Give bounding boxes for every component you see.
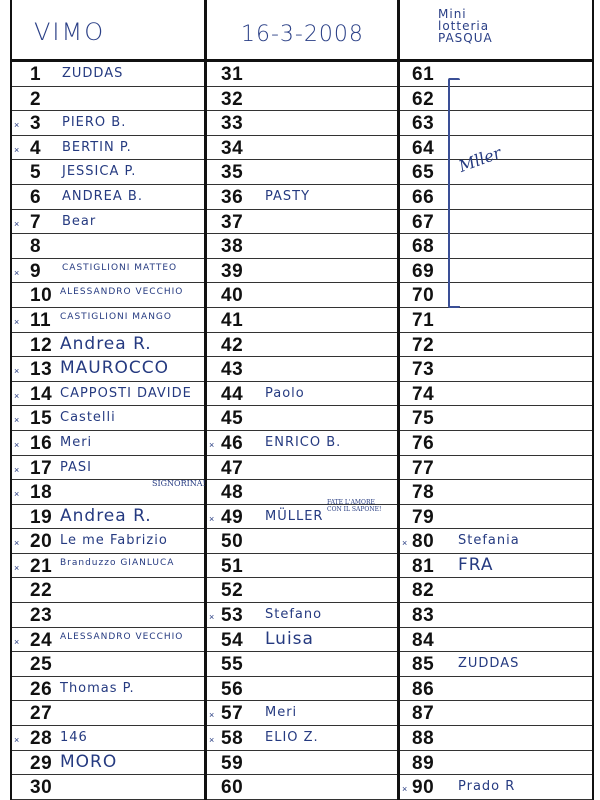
ticket-row xyxy=(400,505,592,530)
ticket-row xyxy=(12,505,204,530)
ticket-number: 79 xyxy=(412,506,435,528)
ticket-number: 72 xyxy=(412,334,435,356)
ticket-row xyxy=(12,333,204,358)
ticket-number: 41 xyxy=(221,309,244,331)
sold-mark-icon: × xyxy=(14,120,20,131)
header-cell-left xyxy=(12,0,204,62)
ticket-row xyxy=(12,111,204,136)
ticket-row xyxy=(12,234,204,259)
ticket-number: 63 xyxy=(412,113,435,135)
ticket-row xyxy=(400,234,592,259)
header-event xyxy=(438,8,493,44)
ticket-row xyxy=(12,775,204,800)
ticket-row xyxy=(400,160,592,185)
buyer-name: PIERO B. xyxy=(62,115,127,131)
ticket-row xyxy=(400,677,592,702)
buyer-name: JESSICA P. xyxy=(62,164,137,180)
ticket-number: 52 xyxy=(221,580,244,602)
buyer-name: ALESSANDRO VECCHIO xyxy=(60,287,184,298)
ticket-number: 84 xyxy=(412,629,435,651)
ticket-number: 29 xyxy=(30,752,53,774)
ticket-number: 11 xyxy=(30,309,52,331)
sold-mark-icon: × xyxy=(209,513,215,524)
ticket-row xyxy=(400,603,592,628)
ticket-row xyxy=(12,701,204,726)
header-event-line: Mini xyxy=(438,7,467,21)
ticket-number: 45 xyxy=(221,408,244,430)
ticket-row xyxy=(207,677,397,702)
ticket-row xyxy=(207,529,397,554)
sold-mark-icon: × xyxy=(14,538,20,549)
ticket-row xyxy=(207,160,397,185)
header-date: 16-3-2008 xyxy=(241,22,364,47)
ticket-number: 25 xyxy=(30,654,53,676)
ticket-number: 56 xyxy=(221,678,244,700)
ticket-number: 4 xyxy=(30,137,42,159)
buyer-name: CASTIGLIONI MANGO xyxy=(60,311,172,322)
ticket-number: 10 xyxy=(30,285,53,307)
ticket-number: 30 xyxy=(30,777,53,799)
ticket-row xyxy=(400,431,592,456)
ticket-number: 38 xyxy=(221,236,244,258)
ticket-row xyxy=(12,308,204,333)
buyer-name: Le me Fabrizio xyxy=(60,533,168,549)
ticket-number: 18 xyxy=(30,482,53,504)
ticket-number: 71 xyxy=(412,309,435,331)
ticket-number: 73 xyxy=(412,359,435,381)
row17-note: SIGNORINA! xyxy=(152,479,206,488)
buyer-name: ELIO Z. xyxy=(265,730,319,746)
ticket-number: 76 xyxy=(412,432,435,454)
ticket-number: 3 xyxy=(30,113,42,135)
ticket-number: 62 xyxy=(412,88,435,110)
ticket-number: 77 xyxy=(412,457,435,479)
buyer-name: ZUDDAS xyxy=(62,66,124,81)
ticket-row xyxy=(400,456,592,481)
header-cell-right xyxy=(400,0,592,62)
ticket-number: 28 xyxy=(30,728,53,750)
ticket-row xyxy=(207,431,397,456)
buyer-name: MAUROCCO xyxy=(60,358,170,379)
ticket-row xyxy=(400,185,592,210)
ticket-number: 86 xyxy=(412,678,435,700)
ticket-row xyxy=(400,283,592,308)
sold-mark-icon: × xyxy=(14,464,20,475)
ticket-row xyxy=(12,677,204,702)
ticket-number: 42 xyxy=(221,334,244,356)
ticket-number: 68 xyxy=(412,236,435,258)
sold-mark-icon: × xyxy=(402,784,408,795)
ticket-row xyxy=(207,357,397,382)
ticket-number: 31 xyxy=(221,64,244,85)
ticket-row xyxy=(12,628,204,653)
ticket-row xyxy=(12,160,204,185)
ticket-row xyxy=(400,210,592,235)
ticket-number: 64 xyxy=(412,137,435,159)
ticket-row xyxy=(400,701,592,726)
ticket-row xyxy=(400,726,592,751)
sold-mark-icon: × xyxy=(14,735,20,746)
ticket-row xyxy=(400,259,592,284)
sold-mark-icon: × xyxy=(209,710,215,721)
buyer-name: Paolo xyxy=(265,385,305,401)
ticket-number: 70 xyxy=(412,285,435,307)
ticket-row xyxy=(12,259,204,284)
ticket-number: 39 xyxy=(221,260,244,282)
ticket-number: 7 xyxy=(30,211,42,233)
ticket-number: 36 xyxy=(221,186,244,208)
buyer-name: Andrea R. xyxy=(60,505,152,526)
ticket-row xyxy=(12,554,204,579)
buyer-name: MORO xyxy=(60,751,118,772)
ticket-row xyxy=(12,136,204,161)
ticket-row xyxy=(12,578,204,603)
ticket-number: 19 xyxy=(30,506,53,528)
ticket-row xyxy=(12,62,204,87)
ticket-row xyxy=(12,529,204,554)
ticket-number: 33 xyxy=(221,113,244,135)
sold-mark-icon: × xyxy=(14,316,20,327)
ticket-number: 87 xyxy=(412,703,435,725)
ticket-number: 83 xyxy=(412,605,435,627)
sold-mark-icon: × xyxy=(14,415,20,426)
buyer-name: Andrea R. xyxy=(60,333,152,354)
buyer-name: Meri xyxy=(60,434,93,450)
ticket-number: 80 xyxy=(412,531,435,553)
ticket-row xyxy=(207,210,397,235)
ticket-row xyxy=(207,751,397,776)
ticket-number: 50 xyxy=(221,531,244,553)
header-event-line: PASQUA xyxy=(438,31,493,45)
ticket-row xyxy=(12,210,204,235)
sold-mark-icon: × xyxy=(14,267,20,278)
ticket-number: 89 xyxy=(412,752,435,774)
ticket-row xyxy=(400,382,592,407)
buyer-name: 146 xyxy=(60,730,88,746)
ticket-row xyxy=(400,480,592,505)
sold-mark-icon: × xyxy=(402,538,408,549)
ticket-number: 67 xyxy=(412,211,435,233)
ticket-row xyxy=(12,652,204,677)
ticket-row xyxy=(400,308,592,333)
buyer-name: FRA xyxy=(458,554,494,575)
ticket-number: 58 xyxy=(221,728,244,750)
buyer-name: Bear xyxy=(62,213,97,229)
ticket-number: 40 xyxy=(221,285,244,307)
ticket-number: 57 xyxy=(221,703,244,725)
ticket-number: 26 xyxy=(30,678,53,700)
bracket-61-70 xyxy=(448,78,460,308)
ticket-row xyxy=(400,406,592,431)
bracket-signature: Mller xyxy=(456,143,504,176)
ticket-number: 14 xyxy=(30,383,53,405)
ticket-row xyxy=(207,382,397,407)
number-column-31-60 xyxy=(207,62,397,800)
ticket-row xyxy=(207,62,397,87)
header-cell-middle xyxy=(207,0,397,62)
ticket-row xyxy=(12,87,204,112)
ticket-row xyxy=(400,578,592,603)
buyer-name: MÜLLER xyxy=(265,508,324,524)
ticket-number: 9 xyxy=(30,260,42,282)
ticket-number: 65 xyxy=(412,162,435,184)
ticket-row xyxy=(207,628,397,653)
ticket-number: 20 xyxy=(30,531,53,553)
ticket-number: 15 xyxy=(30,408,53,430)
ticket-row xyxy=(400,775,592,800)
buyer-name: Thomas P. xyxy=(60,680,135,696)
buyer-name: PASI xyxy=(60,459,92,475)
ticket-row xyxy=(207,283,397,308)
ticket-number: 24 xyxy=(30,629,53,651)
ticket-row xyxy=(12,726,204,751)
ticket-number: 85 xyxy=(412,654,435,676)
ticket-row xyxy=(12,456,204,481)
ticket-number: 59 xyxy=(221,752,244,774)
ticket-row xyxy=(207,456,397,481)
ticket-number: 69 xyxy=(412,260,435,282)
row49-note: FATE L'AMORE CON IL SAPONE! xyxy=(327,499,382,513)
ticket-row xyxy=(400,333,592,358)
ticket-row xyxy=(12,283,204,308)
ticket-number: 32 xyxy=(221,88,244,110)
ticket-number: 55 xyxy=(221,654,244,676)
ticket-row xyxy=(207,406,397,431)
buyer-name: ENRICO B. xyxy=(265,434,342,450)
ticket-row xyxy=(400,652,592,677)
sold-mark-icon: × xyxy=(14,439,20,450)
buyer-name: ANDREA B. xyxy=(62,188,143,204)
ticket-row xyxy=(12,751,204,776)
ticket-number: 60 xyxy=(221,777,244,799)
number-column-1-30 xyxy=(12,62,204,800)
sold-mark-icon: × xyxy=(14,366,20,377)
ticket-number: 2 xyxy=(30,88,42,110)
ticket-number: 23 xyxy=(30,605,53,627)
buyer-name: Luisa xyxy=(265,628,314,649)
ticket-row xyxy=(207,259,397,284)
ticket-number: 74 xyxy=(412,383,435,405)
ticket-row xyxy=(12,431,204,456)
ticket-number: 43 xyxy=(221,359,244,381)
ticket-row xyxy=(400,62,592,87)
ticket-number: 22 xyxy=(30,580,53,602)
buyer-name: CAPPOSTI DAVIDE xyxy=(60,385,192,401)
ticket-number: 49 xyxy=(221,506,244,528)
ticket-number: 44 xyxy=(221,383,244,405)
ticket-number: 66 xyxy=(412,186,435,208)
number-column-61-90 xyxy=(400,62,592,800)
ticket-number: 6 xyxy=(30,186,42,208)
ticket-number: 48 xyxy=(221,482,244,504)
ticket-row xyxy=(400,111,592,136)
buyer-name: PASTY xyxy=(265,188,311,204)
ticket-number: 90 xyxy=(412,777,435,799)
ticket-number: 16 xyxy=(30,432,53,454)
ticket-number: 37 xyxy=(221,211,244,233)
sold-mark-icon: × xyxy=(14,562,20,573)
ticket-number: 13 xyxy=(30,359,53,381)
ticket-row xyxy=(207,578,397,603)
ticket-row xyxy=(207,701,397,726)
ticket-number: 47 xyxy=(221,457,244,479)
buyer-name: BERTIN P. xyxy=(62,139,132,155)
sold-mark-icon: × xyxy=(209,735,215,746)
sold-mark-icon: × xyxy=(14,218,20,229)
ticket-row xyxy=(400,628,592,653)
ticket-number: 17 xyxy=(30,457,53,479)
right-border xyxy=(592,0,594,800)
ticket-row xyxy=(207,111,397,136)
buyer-name: ZUDDAS xyxy=(458,656,520,672)
ticket-number: 46 xyxy=(221,432,244,454)
header-title: VIMO xyxy=(34,18,106,46)
ticket-row xyxy=(12,406,204,431)
ticket-number: 51 xyxy=(221,555,244,577)
buyer-name: Meri xyxy=(265,705,298,721)
ticket-row xyxy=(207,603,397,628)
ticket-row xyxy=(12,603,204,628)
sold-mark-icon: × xyxy=(14,636,20,647)
ticket-number: 53 xyxy=(221,605,244,627)
ticket-row xyxy=(12,357,204,382)
ticket-row xyxy=(207,136,397,161)
ticket-row xyxy=(207,554,397,579)
ticket-row xyxy=(207,652,397,677)
buyer-name: CASTIGLIONI MATTEO xyxy=(62,262,178,273)
sold-mark-icon: × xyxy=(14,489,20,500)
buyer-name: Prado R xyxy=(458,779,516,795)
ticket-row xyxy=(207,775,397,800)
ticket-row xyxy=(207,333,397,358)
ticket-row xyxy=(207,726,397,751)
header-event-line: lotteria xyxy=(438,19,490,33)
ticket-number: 27 xyxy=(30,703,53,725)
sold-mark-icon: × xyxy=(14,390,20,401)
ticket-number: 54 xyxy=(221,629,244,651)
sold-mark-icon: × xyxy=(209,439,215,450)
buyer-name: Castelli xyxy=(60,410,116,426)
ticket-number: 34 xyxy=(221,137,244,159)
ticket-row xyxy=(400,751,592,776)
ticket-number: 21 xyxy=(30,555,53,577)
ticket-row xyxy=(207,308,397,333)
sold-mark-icon: × xyxy=(14,144,20,155)
ticket-number: 75 xyxy=(412,408,435,430)
ticket-row xyxy=(12,185,204,210)
sold-mark-icon: × xyxy=(209,612,215,623)
ticket-number: 61 xyxy=(412,64,435,85)
buyer-name: Stefano xyxy=(265,607,323,623)
ticket-row xyxy=(207,87,397,112)
ticket-number: 1 xyxy=(30,64,42,85)
ticket-row xyxy=(400,554,592,579)
ticket-row xyxy=(207,234,397,259)
ticket-number: 35 xyxy=(221,162,244,184)
ticket-row xyxy=(400,529,592,554)
buyer-name: Branduzzo GIANLUCA xyxy=(60,557,175,568)
buyer-name: ALESSANDRO VECCHIO xyxy=(60,631,184,642)
ticket-row xyxy=(12,382,204,407)
buyer-name: Stefania xyxy=(458,533,520,549)
ticket-number: 5 xyxy=(30,162,42,184)
ticket-number: 81 xyxy=(412,555,435,577)
ticket-number: 12 xyxy=(30,334,53,356)
ticket-number: 82 xyxy=(412,580,435,602)
ticket-row xyxy=(207,185,397,210)
ticket-number: 88 xyxy=(412,728,435,750)
ticket-row xyxy=(400,87,592,112)
ticket-row xyxy=(400,357,592,382)
ticket-number: 78 xyxy=(412,482,435,504)
ticket-number: 8 xyxy=(30,236,42,258)
